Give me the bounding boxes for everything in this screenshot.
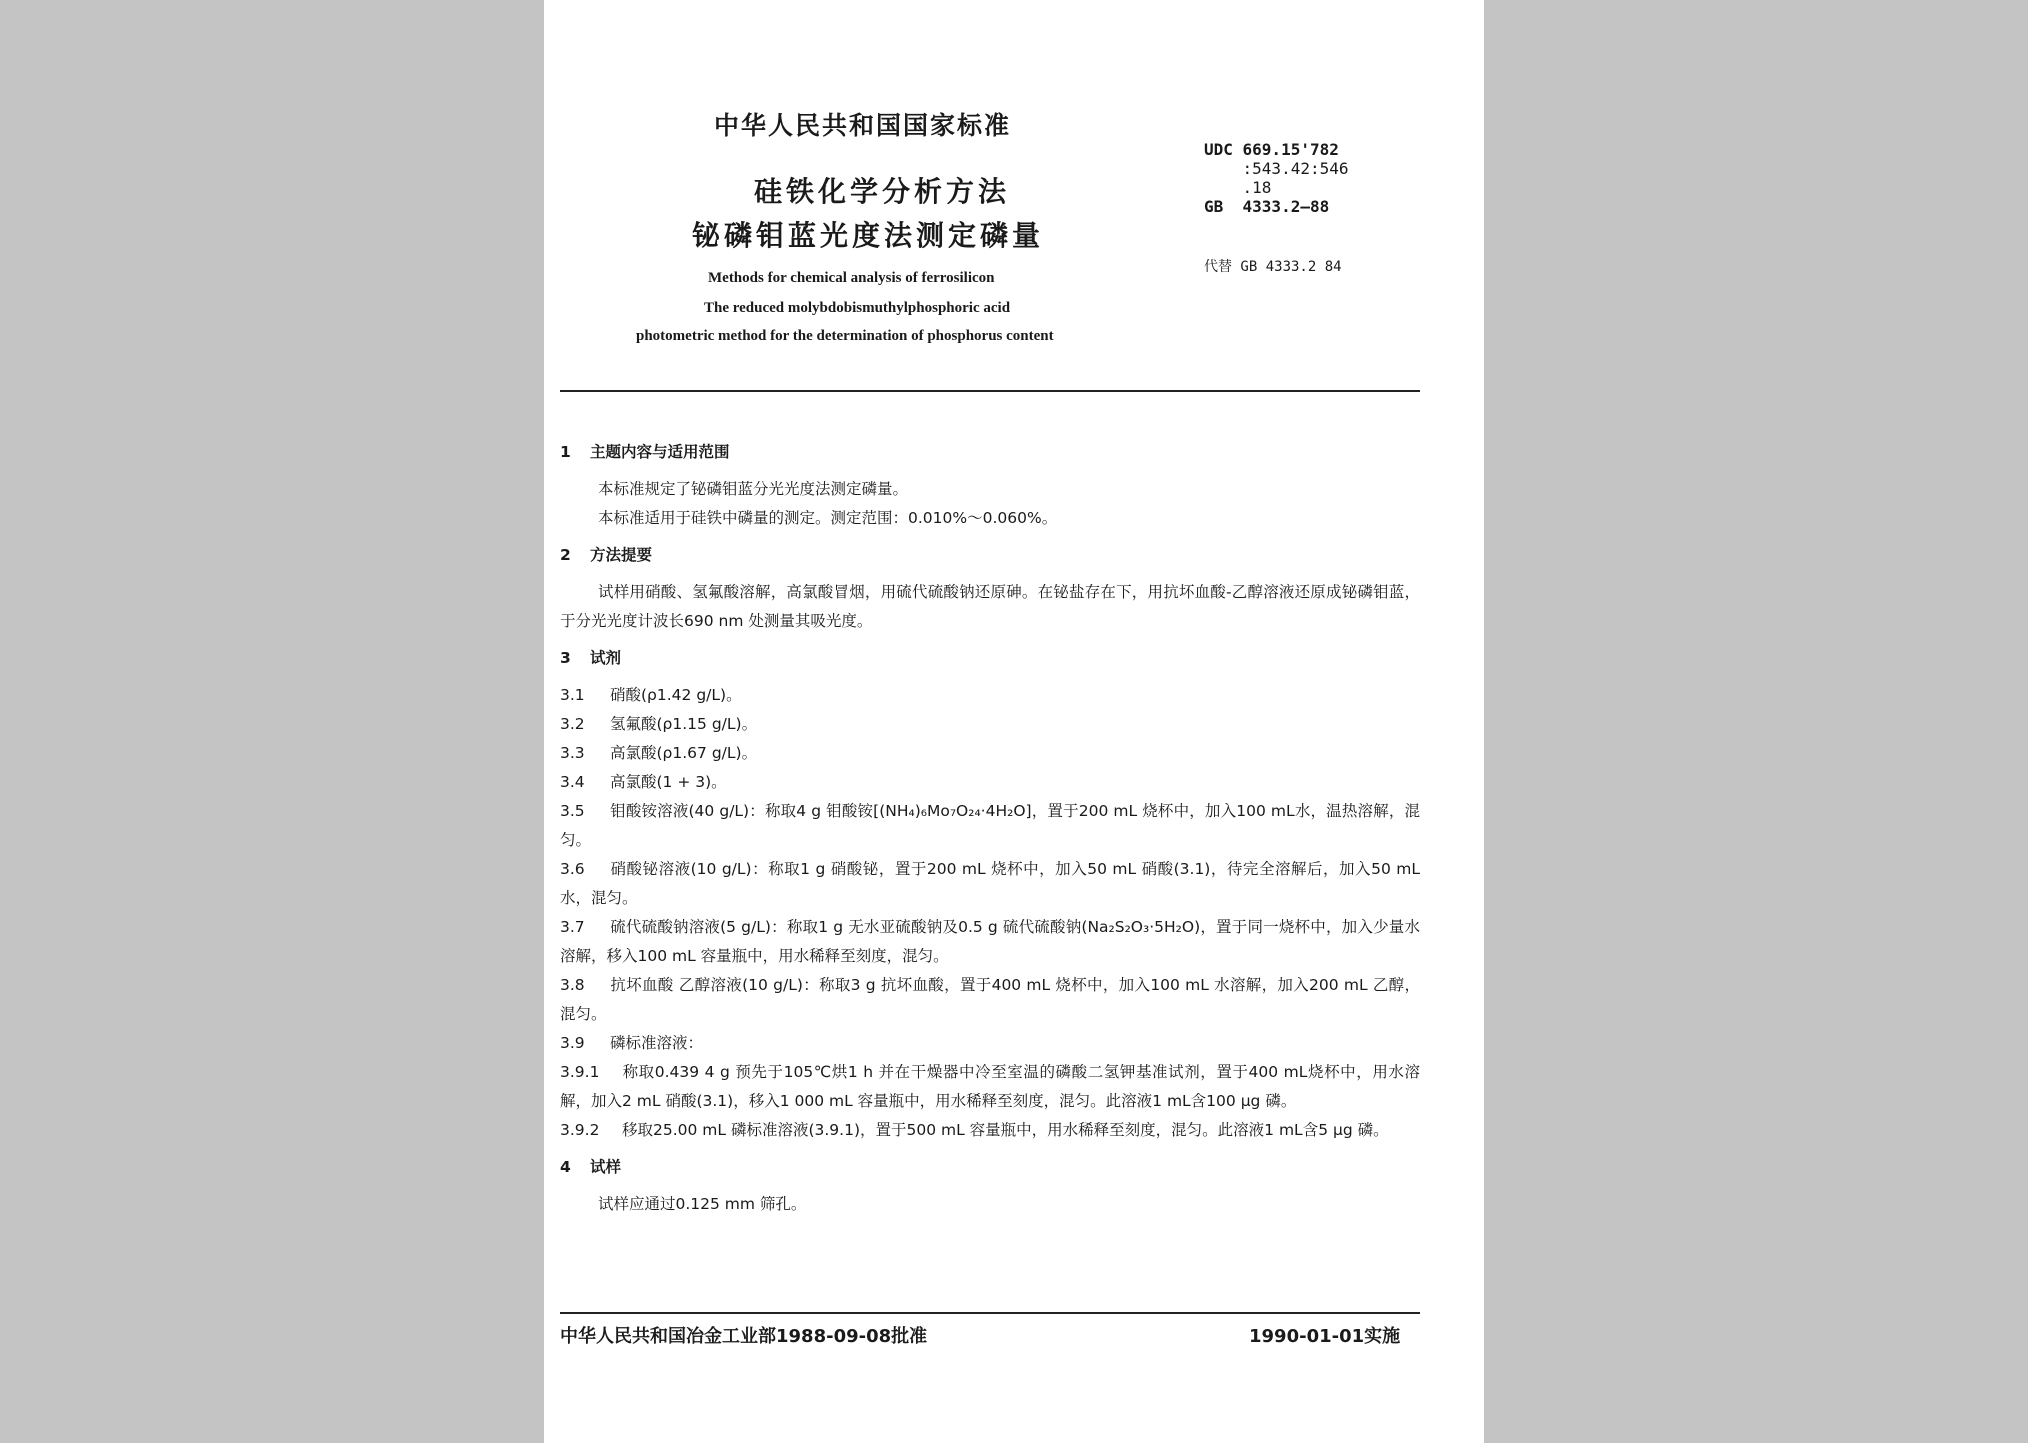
english-title-line3: photometric method for the determination of phosphorus content xyxy=(636,328,1054,344)
replaces-note: 代替 GB 4333.2 84 xyxy=(1204,259,1342,275)
udc-line3: .18 xyxy=(1204,178,1272,197)
paragraph: 试样用硝酸、氢氟酸溶解，高氯酸冒烟，用硫代硫酸钠还原砷。在铋盐存在下，用抗坏血酸-乙醇溶液还原成铋磷钼蓝，于分光光度计波长690 nm 处测量其吸光度。 xyxy=(560,583,1420,630)
footer-divider xyxy=(560,1312,1420,1314)
header-divider xyxy=(560,390,1420,392)
udc-line2: :543.42:546 xyxy=(1204,159,1349,178)
reagent-item: 3.9 磷标准溶液： xyxy=(560,1034,704,1052)
section-title: 主题内容与适用范围 xyxy=(590,443,730,461)
section-number: 1 xyxy=(560,443,571,461)
section-title: 试样 xyxy=(590,1158,622,1176)
section-2-heading xyxy=(560,541,1420,570)
standard-title-line1: 硅铁化学分析方法 xyxy=(754,175,1011,208)
reagent-item: 3.6 硝酸铋溶液(10 g/L)：称取1 g 硝酸铋，置于200 mL 烧杯中，加入50 mL 硝酸(3.1)，待完全溶解后，加入50 mL 水，混匀。 xyxy=(560,860,1420,907)
standard-title-line2: 铋磷钼蓝光度法测定磷量 xyxy=(692,219,1045,252)
reagent-item: 3.2 氢氟酸(ρ1.15 g/L)。 xyxy=(560,715,758,733)
reagent-item: 3.5 钼酸铵溶液(40 g/L)：称取4 g 钼酸铵[(NH₄)₆Mo₇O₂₄·4H₂O]，置于200 mL 烧杯中，加入100 mL水，温热溶解，混匀。 xyxy=(560,802,1420,849)
paragraph: 试样应通过0.125 mm 筛孔。 xyxy=(598,1195,807,1213)
reagent-item: 3.4 高氯酸(1 + 3)。 xyxy=(560,773,727,791)
approval-note: 中华人民共和国冶金工业部1988-09-08批准 xyxy=(560,1326,928,1347)
classification-block xyxy=(1204,140,1349,216)
paragraph: 本标准适用于硅铁中磷量的测定。测定范围：0.010%～0.060%。 xyxy=(598,509,1058,527)
reagent-item: 3.3 高氯酸(ρ1.67 g/L)。 xyxy=(560,744,758,762)
section-title: 试剂 xyxy=(590,649,622,667)
section-1-heading xyxy=(560,438,1420,467)
gb-number: GB 4333.2—88 xyxy=(1204,197,1330,216)
effective-date: 1990-01-01实施 xyxy=(1249,1326,1401,1347)
section-3-heading xyxy=(560,644,1420,673)
reagent-subitem: 3.9.2 移取25.00 mL 磷标准溶液(3.9.1)，置于500 mL 容量瓶中，用水稀释至刻度，混匀。此溶液1 mL含5 μg 磷。 xyxy=(560,1121,1389,1139)
paragraph: 本标准规定了铋磷钼蓝分光光度法测定磷量。 xyxy=(598,480,909,498)
section-number: 3 xyxy=(560,649,571,667)
issuing-authority: 中华人民共和国国家标准 xyxy=(714,111,1012,140)
document-body xyxy=(560,430,1420,1219)
reagent-subitem: 3.9.1 称取0.439 4 g 预先于105℃烘1 h 并在干燥器中冷至室温的磷酸二氢钾基准试剂，置于400 mL烧杯中，用水溶解，加入2 mL 硝酸(3.1)，移入1 000 mL 容量瓶中，用水稀释至刻度，混匀。此溶液1 mL含100 μg 磷。 xyxy=(560,1063,1420,1110)
reagent-item: 3.1 硝酸(ρ1.42 g/L)。 xyxy=(560,686,742,704)
reagent-item: 3.8 抗坏血酸 乙醇溶液(10 g/L)：称取3 g 抗坏血酸，置于400 mL 烧杯中，加入100 mL 水溶解，加入200 mL 乙醇，混匀。 xyxy=(560,976,1420,1023)
reagent-item: 3.7 硫代硫酸钠溶液(5 g/L)：称取1 g 无水亚硫酸钠及0.5 g 硫代硫酸钠(Na₂S₂O₃·5H₂O)，置于同一烧杯中，加入少量水溶解，移入100 mL 容量瓶中，用水稀释至刻度，混匀。 xyxy=(560,918,1420,965)
english-title-line1: Methods for chemical analysis of ferrosilicon xyxy=(708,270,995,286)
section-4-heading xyxy=(560,1153,1420,1182)
english-title-line2: The reduced molybdobismuthylphosphoric acid xyxy=(704,300,1011,316)
document-page xyxy=(544,0,1484,1443)
section-title: 方法提要 xyxy=(590,546,653,564)
udc-line1: UDC 669.15'782 xyxy=(1204,140,1339,159)
section-number: 4 xyxy=(560,1158,571,1176)
section-number: 2 xyxy=(560,546,571,564)
